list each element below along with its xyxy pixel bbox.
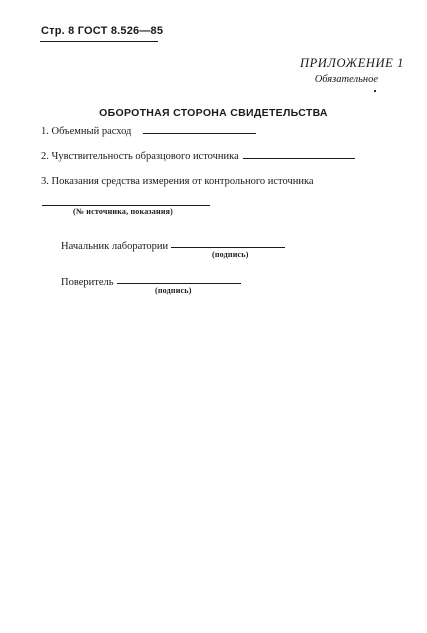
- item-1-fill-line: [143, 133, 256, 134]
- appendix-status: Обязательное: [314, 74, 378, 85]
- page-header: Стр. 8 ГОСТ 8.526—85: [41, 25, 164, 37]
- print-speck: [374, 90, 376, 92]
- appendix-title: ПРИЛОЖЕНИЕ 1: [299, 56, 404, 70]
- header-underline: [40, 41, 158, 42]
- item-1-label: 1. Объемный расход: [41, 126, 132, 137]
- signature-head-caption: (подпись): [212, 250, 249, 259]
- item-3-fill-line: [42, 205, 210, 206]
- signature-verifier-label: Поверитель: [61, 277, 114, 288]
- signature-head-label: Начальник лаборатории: [61, 241, 169, 252]
- item-3-caption: (№ источника, показания): [73, 207, 174, 216]
- signature-verifier-caption: (подпись): [155, 286, 192, 295]
- document-title: ОБОРОТНАЯ СТОРОНА СВИДЕТЕЛЬСТВА: [99, 107, 328, 119]
- item-3-label: 3. Показания средства измерения от контрольного источника: [41, 176, 314, 187]
- signature-head-line: [171, 247, 285, 248]
- signature-verifier-line: [117, 283, 241, 284]
- item-2-fill-line: [243, 158, 355, 159]
- item-2-label: 2. Чувствительность образцового источника: [41, 151, 239, 162]
